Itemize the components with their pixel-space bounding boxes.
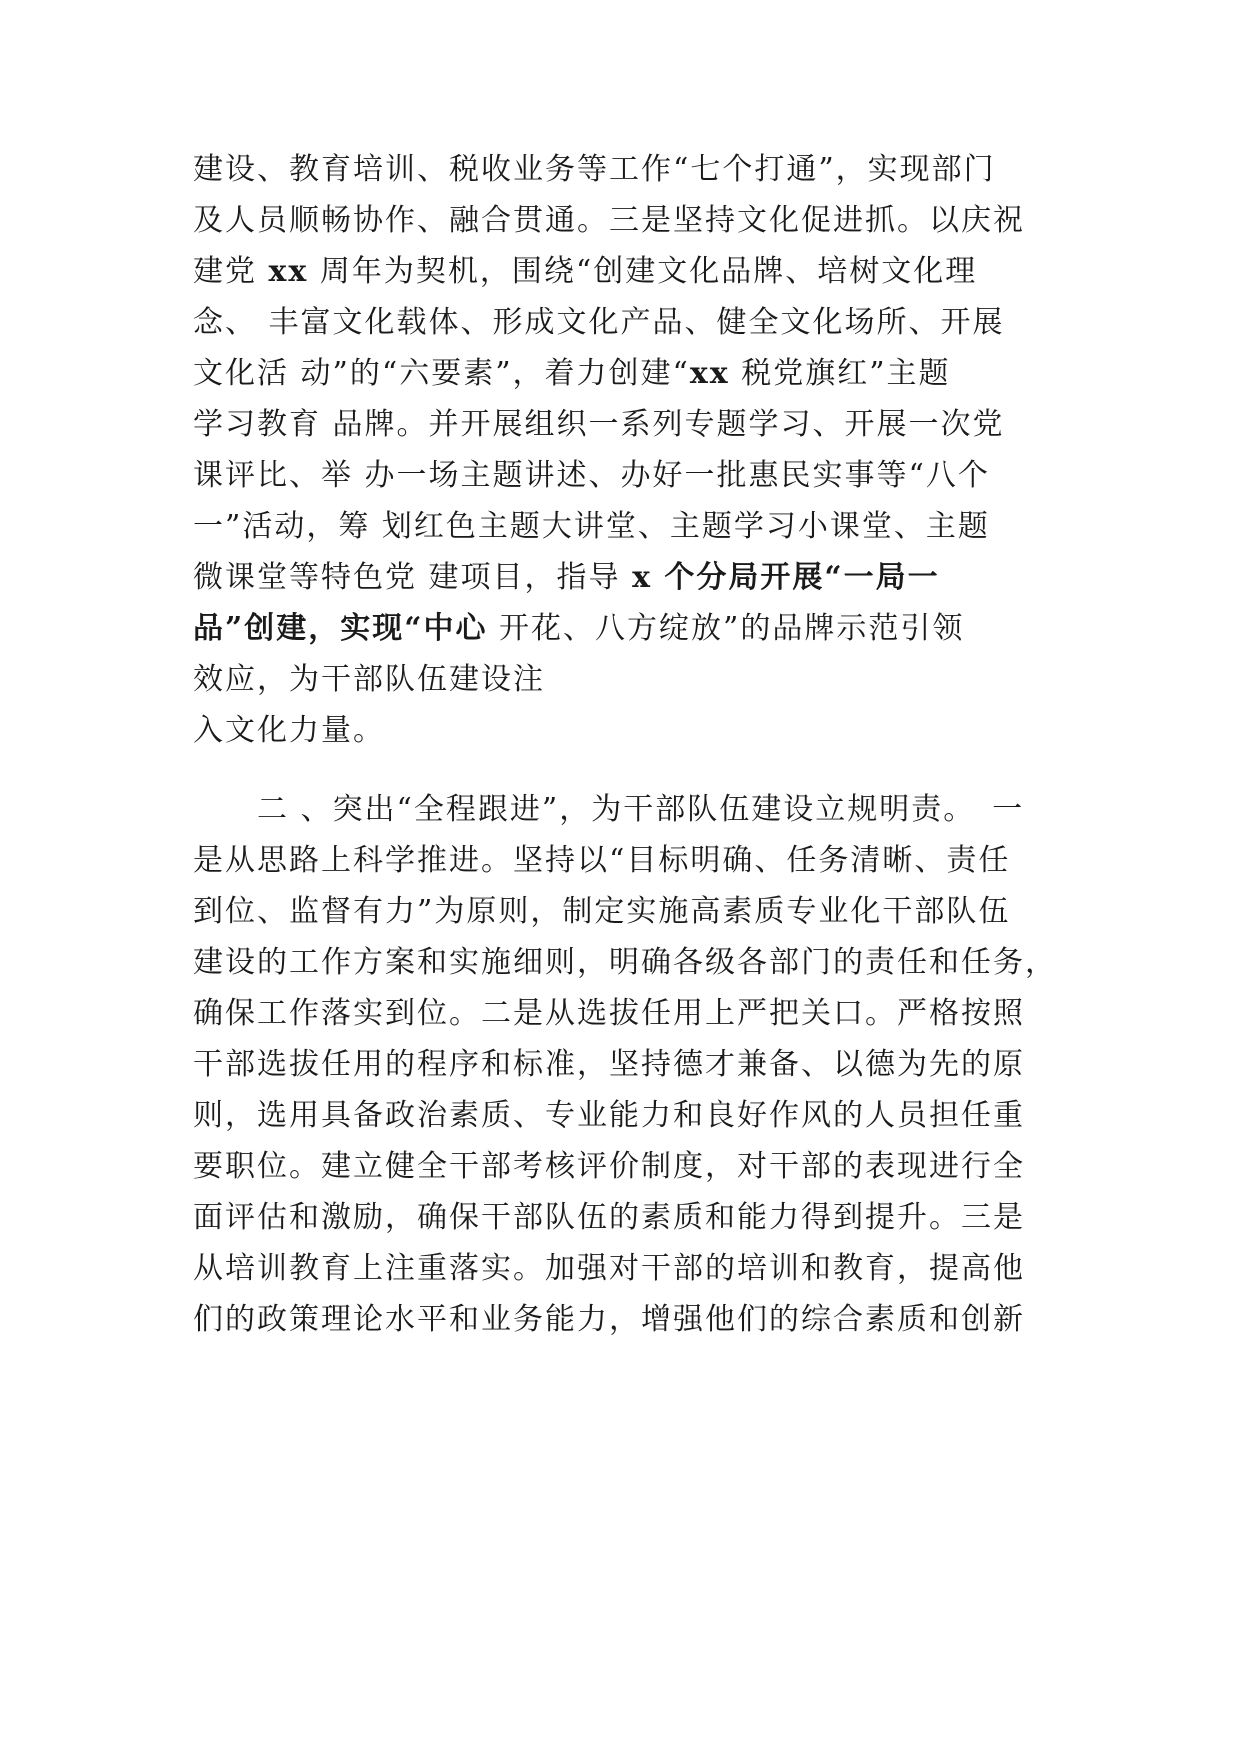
text-segment: 文化活 动”的“六要素”，着力创建“ — [193, 356, 690, 391]
text-line: 要职位。建立健全干部考核评价制度，对干部的表现进行全 — [193, 1149, 1025, 1184]
text-segment: 开花、八方绽放”的品牌示范引领 — [487, 611, 965, 646]
text-segment-bold: xx — [268, 254, 309, 289]
text-segment: 微课堂等特色党 建项目，指导 — [193, 560, 633, 595]
text-line: 则，选用具备政治素质、专业能力和良好作风的人员担任重 — [193, 1098, 1025, 1133]
text-line: 念、 丰富文化载体、形成文化产品、健全文化场所、开展 — [193, 305, 1005, 340]
text-line: 及人员顺畅协作、融合贯通。三是坚持文化促进抓。以庆祝 — [193, 203, 1025, 238]
text-line: 建设、教育培训、税收业务等工作“七个打通”，实现部门 — [193, 152, 996, 187]
text-line — [193, 252, 977, 292]
text-line — [193, 609, 964, 649]
text-segment-bold: xx — [689, 356, 730, 391]
text-segment: 建党 — [193, 254, 269, 289]
text-line — [193, 558, 940, 598]
section-heading-line: 二 、突出“全程跟进”，为干部队伍建设立规明责。 一 — [193, 792, 1025, 827]
text-line: 一”活动，筹 划红色主题大讲堂、主题学习小课堂、主题 — [193, 509, 990, 544]
text-line: 们的政策理论水平和业务能力，增强他们的综合素质和创新 — [193, 1302, 1025, 1337]
text-segment: 税党旗红”主题 — [729, 356, 951, 391]
text-line: 从培训教育上注重落实。加强对干部的培训和教育，提高他 — [193, 1251, 1025, 1286]
text-line: 干部选拔任用的程序和标准，坚持德才兼备、以德为先的原 — [193, 1047, 1025, 1082]
text-line: 建设的工作方案和实施细则，明确各级各部门的责任和任务， — [193, 945, 1057, 980]
text-line: 到位、监督有力”为原则，制定实施高素质专业化干部队伍 — [193, 894, 1011, 929]
text-segment-bold: x 个分局开展“一局一 — [632, 560, 940, 595]
text-line: 课评比、举 办一场主题讲述、办好一批惠民实事等“八个 — [193, 458, 990, 493]
text-line: 面评估和激励，确保干部队伍的素质和能力得到提升。三是 — [193, 1200, 1025, 1235]
text-line: 学习教育 品牌。并开展组织一系列专题学习、开展一次党 — [193, 407, 1005, 442]
text-line: 是从思路上科学推进。坚持以“目标明确、任务清晰、责任 — [193, 843, 1011, 878]
text-segment: 周年为契机，围绕“创建文化品牌、培树文化理 — [308, 254, 978, 289]
text-line: 效应，为干部队伍建设注 — [193, 662, 545, 697]
text-line — [193, 354, 951, 394]
text-segment-bold: 品”创建，实现“中心 — [193, 611, 488, 646]
text-line: 入文化力量。 — [193, 713, 385, 748]
text-line: 确保工作落实到位。二是从选拔任用上严把关口。严格按照 — [193, 996, 1025, 1031]
